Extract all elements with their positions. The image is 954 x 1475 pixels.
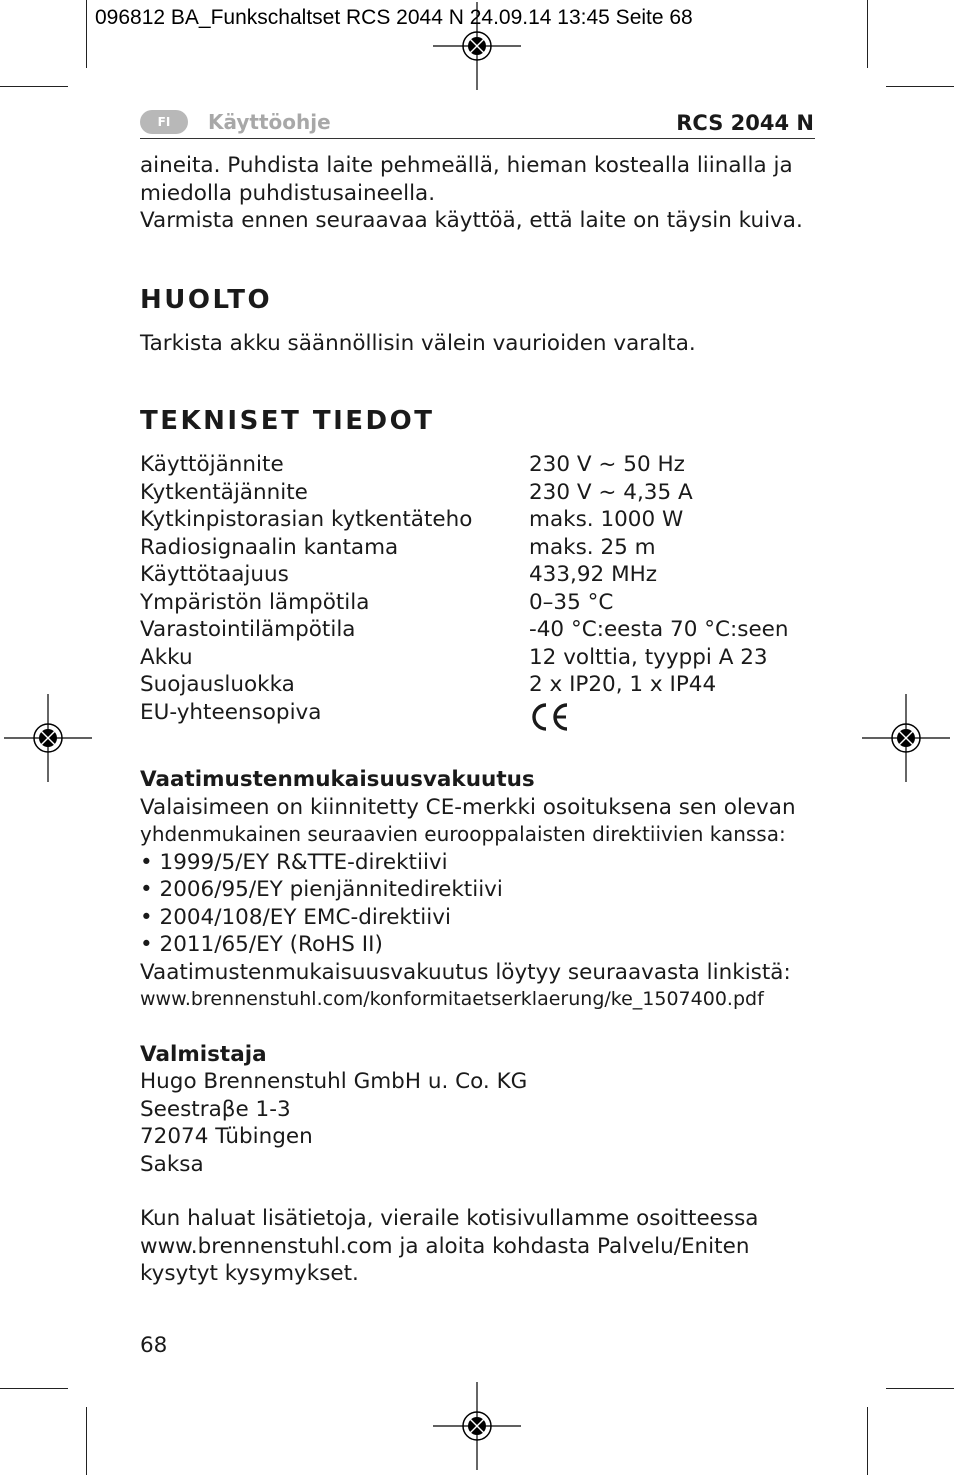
more-info-text: www.brennenstuhl.com ja aloita kohdasta Palvelu/Eniten [140,1233,750,1259]
conformity-url[interactable]: www.brennenstuhl.com/konformitaetserklaerung/ke_1507400.pdf [140,988,764,1010]
table-row [140,671,789,699]
conformity-text: yhdenmukainen seuraavien eurooppalaisten direktiivien kanssa: [140,822,786,846]
language-badge: FI [140,110,188,134]
conformity-heading-text: Vaatimustenmukaisuusvakuutus [140,767,535,792]
spec-label: Varastointilämpötila [140,617,356,642]
spec-label: Kytkentäjännite [140,479,308,505]
conformity-heading [140,766,830,794]
table-row [140,561,789,589]
spec-value: 2 x IP20, 1 x IP44 [529,672,717,697]
crop-mark-bottom-left-horizontal [0,1388,68,1389]
registration-crosshair-icon [862,694,950,782]
crop-mark-top-right-horizontal [886,86,954,87]
registration-crosshair-icon [433,1382,521,1470]
table-row [140,644,789,672]
spec-value: -40 °C:eesta 70 °C:seen [529,617,789,642]
more-info-text: kysytyt kysymykset. [140,1261,359,1286]
crop-mark-top-left-horizontal [0,86,68,87]
spec-value: 230 V ~ 50 Hz [529,452,685,477]
crop-mark-bottom-right-vertical [867,1407,868,1475]
spec-value: maks. 1000 W [529,507,684,532]
spec-value: 433,92 MHz [529,562,658,587]
spec-label: Suojausluokka [140,672,295,697]
intro-paragraph: Varmista ennen seuraavaa käyttöä, että laite on täysin kuiva. [140,208,803,233]
spec-label: Käyttöjännite [140,452,284,477]
spec-value: 0–35 °C [529,589,614,615]
conformity-text: Valaisimeen on kiinnitetty CE-merkki osoituksena sen olevan [140,794,796,820]
spec-value [529,699,789,741]
table-row [140,534,789,562]
manufacturer-heading-text: Valmistaja [140,1041,267,1067]
table-row [140,506,789,534]
table-row [140,589,789,617]
crop-mark-bottom-left-vertical [86,1407,87,1475]
spec-value: 230 V ~ 4,35 A [529,479,693,505]
list-item: • 2004/108/EY EMC-direktiivi [140,904,451,930]
spec-value: 12 volttia, tyyppi A 23 [529,644,768,670]
table-row [140,699,789,741]
page-header-left [140,110,331,134]
maintenance-text: Tarkista akku säännöllisin välein vaurioiden varalta. [140,331,696,356]
spec-label: EU-yhteensopiva [140,699,322,725]
page-number: 68 [140,1333,168,1358]
conformity-link-text: Vaatimustenmukaisuusvakuutus löytyy seuraavasta linkistä: [140,959,791,985]
header-rule [140,138,815,139]
page-body [140,152,830,1288]
print-slug-line: 096812 BA_Funkschaltset RCS 2044 N 24.09.14 13:45 Seite 68 [95,6,693,29]
crop-mark-top-left-vertical [86,0,87,68]
manufacturer-line: Saksa [140,1151,204,1177]
spec-label: Akku [140,644,193,670]
registration-crosshair-icon [433,2,521,90]
registration-crosshair-icon [4,694,92,782]
spec-label: Ympäristön lämpötila [140,589,370,615]
list-item: • 2006/95/EY pienjännitedirektiivi [140,877,503,902]
spec-label: Kytkinpistorasian kytkentäteho [140,507,473,532]
ce-mark-icon [529,701,571,733]
specs-table [140,451,789,740]
table-row [140,616,789,644]
maintenance-heading: HUOLTO [140,284,273,315]
table-row [140,479,789,507]
table-row [140,451,789,479]
more-info-text: Kun haluat lisätietoja, vieraile kotisivullamme osoitteessa [140,1206,759,1231]
manufacturer-heading [140,1041,830,1069]
intro-paragraph: aineita. Puhdista laite pehmeällä, hieman kostealla liinalla ja miedolla puhdistusaineella. [140,153,793,206]
crop-mark-bottom-right-horizontal [886,1388,954,1389]
document-title: Käyttöohje [208,110,331,134]
crop-mark-top-right-vertical [867,0,868,68]
model-name: RCS 2044 N [676,111,814,135]
list-item: • 2011/65/EY (RoHS II) [140,932,383,957]
manufacturer-line: Seestraβe 1-3 [140,1096,291,1122]
manufacturer-line: 72074 Tübingen [140,1124,313,1149]
spec-label: Käyttötaajuus [140,562,289,587]
manufacturer-line: Hugo Brennenstuhl GmbH u. Co. KG [140,1069,528,1094]
spec-label: Radiosignaalin kantama [140,534,399,560]
spec-value: maks. 25 m [529,534,656,560]
specs-heading: TEKNISET TIEDOT [140,405,435,436]
list-item: • 1999/5/EY R&TTE-direktiivi [140,849,448,875]
